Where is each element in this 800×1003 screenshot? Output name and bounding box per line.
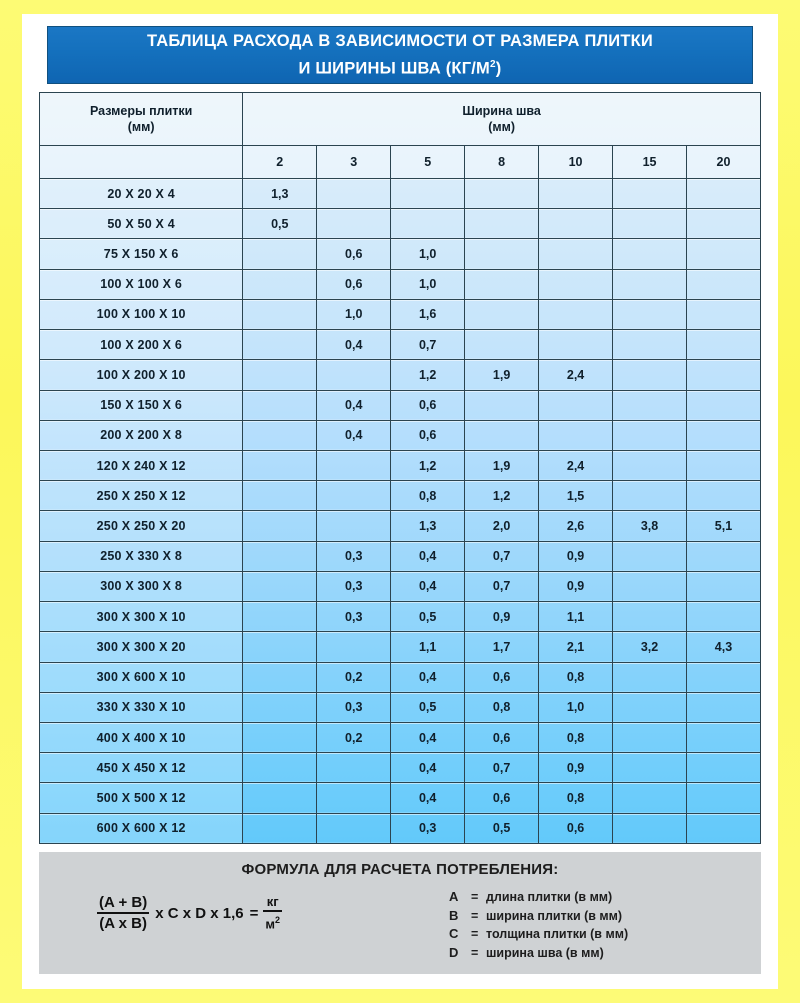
consumption-value-cell: 0,3 [317,602,391,632]
consumption-value-cell [243,330,317,360]
formula-legend-key: B [449,907,459,923]
header-joint-width-line1: Ширина шва [462,104,541,118]
table-row [40,390,761,420]
consumption-value-cell [243,753,317,783]
formula-legend-row [449,944,761,963]
tile-size-cell: 250 X 250 X 20 [40,511,243,541]
table-row [40,753,761,783]
title-line-1: ТАБЛИЦА РАСХОДА В ЗАВИСИМОСТИ ОТ РАЗМЕРА ПЛИТКИ [147,31,653,50]
consumption-value-cell: 0,5 [391,692,465,722]
consumption-value-cell: 0,4 [317,390,391,420]
consumption-value-cell [687,239,761,269]
consumption-value-cell: 0,6 [391,420,465,450]
consumption-value-cell: 0,6 [317,269,391,299]
table-row [40,209,761,239]
consumption-value-cell [687,481,761,511]
consumption-value-cell [465,179,539,209]
consumption-value-cell: 1,0 [539,692,613,722]
consumption-value-cell: 0,9 [539,541,613,571]
consumption-value-cell: 0,3 [317,541,391,571]
consumption-value-cell [243,420,317,450]
consumption-value-cell: 3,8 [613,511,687,541]
table-row [40,571,761,601]
tile-size-cell: 100 X 100 X 6 [40,269,243,299]
consumption-value-cell [687,813,761,843]
consumption-value-cell [243,299,317,329]
consumption-value-cell [465,269,539,299]
consumption-value-cell [243,360,317,390]
tile-size-cell: 150 X 150 X 6 [40,390,243,420]
consumption-value-cell [613,450,687,480]
formula-legend-equals: = [471,890,479,904]
table-row [40,511,761,541]
consumption-value-cell [613,360,687,390]
consumption-value-cell: 1,3 [243,179,317,209]
consumption-value-cell [317,783,391,813]
header-joint-width-8: 8 [465,146,539,179]
consumption-value-cell: 1,7 [465,632,539,662]
consumption-value-cell: 0,2 [317,722,391,752]
table-row [40,662,761,692]
consumption-value-cell [317,511,391,541]
consumption-value-cell [317,450,391,480]
consumption-value-cell: 0,6 [465,662,539,692]
table-row [40,239,761,269]
consumption-value-cell: 1,1 [539,602,613,632]
consumption-value-cell: 3,2 [613,632,687,662]
table-row [40,602,761,632]
consumption-value-cell [243,602,317,632]
consumption-value-cell: 0,9 [465,602,539,632]
title-line-2-text: И ШИРИНЫ ШВА (КГ/М [298,59,490,78]
consumption-value-cell: 0,8 [391,481,465,511]
consumption-value-cell [687,722,761,752]
page-title [47,26,753,84]
consumption-formula [39,894,439,932]
consumption-value-cell: 0,4 [317,330,391,360]
formula-result-denominator [263,910,282,931]
consumption-value-cell [613,269,687,299]
consumption-value-cell [613,722,687,752]
tile-size-cell: 100 X 100 X 10 [40,299,243,329]
header-joint-width-line2: (мм) [488,120,516,134]
formula-fraction [97,894,149,932]
table-row [40,360,761,390]
consumption-value-cell [613,179,687,209]
tile-size-cell: 250 X 330 X 8 [40,541,243,571]
table-body [40,179,761,844]
consumption-value-cell: 1,5 [539,481,613,511]
formula-panel [39,852,761,974]
consumption-value-cell [687,299,761,329]
consumption-value-cell [687,753,761,783]
consumption-value-cell: 2,4 [539,450,613,480]
formula-legend-text: толщина плитки (в мм) [486,927,629,941]
consumption-value-cell [687,360,761,390]
consumption-value-cell: 0,2 [317,662,391,692]
consumption-value-cell: 0,8 [539,783,613,813]
consumption-value-cell: 0,4 [391,571,465,601]
tile-size-cell: 300 X 300 X 10 [40,602,243,632]
formula-result-denominator-text: м [265,916,275,932]
consumption-value-cell: 0,6 [465,722,539,752]
table-header [40,93,761,179]
header-row-labels [40,93,761,146]
formula-legend-text: ширина плитки (в мм) [486,908,623,923]
table-row [40,481,761,511]
consumption-value-cell [243,632,317,662]
consumption-value-cell: 0,6 [539,813,613,843]
consumption-value-cell: 0,4 [391,722,465,752]
consumption-value-cell [613,239,687,269]
consumption-value-cell: 2,6 [539,511,613,541]
consumption-value-cell [391,209,465,239]
consumption-value-cell: 0,9 [539,753,613,783]
tile-size-cell: 330 X 330 X 10 [40,692,243,722]
consumption-table-container [39,92,761,844]
tile-size-cell: 300 X 300 X 8 [40,571,243,601]
consumption-value-cell [687,783,761,813]
consumption-value-cell: 1,6 [391,299,465,329]
formula-legend-row [449,925,761,944]
consumption-value-cell [317,481,391,511]
tile-size-cell: 300 X 600 X 10 [40,662,243,692]
consumption-value-cell [243,662,317,692]
table-row [40,632,761,662]
consumption-value-cell: 1,0 [317,299,391,329]
table-row [40,299,761,329]
consumption-value-cell: 0,7 [465,541,539,571]
consumption-value-cell [317,360,391,390]
consumption-value-cell [613,692,687,722]
consumption-value-cell [465,330,539,360]
header-tile-size [40,93,243,146]
consumption-value-cell: 1,9 [465,360,539,390]
consumption-value-cell: 0,8 [465,692,539,722]
consumption-value-cell [687,209,761,239]
consumption-value-cell [687,692,761,722]
consumption-value-cell: 1,1 [391,632,465,662]
consumption-value-cell [687,330,761,360]
table-row [40,330,761,360]
title-line-2 [299,53,502,81]
consumption-value-cell: 2,4 [539,360,613,390]
consumption-value-cell [465,239,539,269]
consumption-value-cell: 2,1 [539,632,613,662]
tile-size-cell: 100 X 200 X 6 [40,330,243,360]
consumption-value-cell [613,420,687,450]
consumption-value-cell: 0,3 [317,692,391,722]
consumption-value-cell: 1,3 [391,511,465,541]
consumption-value-cell [539,179,613,209]
tile-size-cell: 600 X 600 X 12 [40,813,243,843]
consumption-value-cell: 1,9 [465,450,539,480]
consumption-value-cell [539,299,613,329]
consumption-value-cell: 0,6 [317,239,391,269]
consumption-value-cell [391,179,465,209]
consumption-value-cell [613,390,687,420]
consumption-value-cell [243,783,317,813]
consumption-value-cell [687,602,761,632]
consumption-value-cell [539,330,613,360]
consumption-value-cell [243,813,317,843]
consumption-value-cell [687,390,761,420]
consumption-value-cell [317,209,391,239]
table-row [40,541,761,571]
tile-size-cell: 450 X 450 X 12 [40,753,243,783]
formula-legend [439,888,761,962]
consumption-value-cell: 0,4 [391,753,465,783]
consumption-value-cell: 0,9 [539,571,613,601]
consumption-value-cell: 0,7 [465,571,539,601]
formula-legend-equals: = [471,908,479,923]
consumption-value-cell: 1,0 [391,269,465,299]
consumption-value-cell: 0,5 [243,209,317,239]
header-tile-size-line1: Размеры плитки [89,104,193,118]
consumption-value-cell [613,571,687,601]
consumption-value-cell [613,783,687,813]
formula-denominator: (A x B) [97,912,149,932]
formula-legend-key: D [449,944,459,960]
table-row [40,450,761,480]
consumption-value-cell: 0,3 [391,813,465,843]
consumption-value-cell [465,299,539,329]
table-row [40,722,761,752]
consumption-value-cell [243,571,317,601]
formula-result-denominator-sup: 2 [274,915,280,926]
consumption-value-cell: 1,2 [391,360,465,390]
consumption-value-cell [539,269,613,299]
formula-legend-row [449,888,761,907]
header-joint-width-10: 10 [539,146,613,179]
consumption-value-cell [243,481,317,511]
formula-numerator: (A + B) [99,894,148,911]
header-joint-width-2: 2 [243,146,317,179]
formula-title: ФОРМУЛА ДЛЯ РАСЧЕТА ПОТРЕБЛЕНИЯ: [241,861,559,878]
formula-body [39,878,761,962]
consumption-value-cell: 0,8 [539,662,613,692]
consumption-value-cell: 0,4 [391,783,465,813]
consumption-value-cell [317,632,391,662]
formula-result-unit [263,894,282,931]
consumption-value-cell [613,209,687,239]
consumption-value-cell [613,813,687,843]
formula-legend-key: C [449,926,459,941]
consumption-value-cell [613,481,687,511]
consumption-value-cell [243,541,317,571]
consumption-value-cell: 0,3 [317,571,391,601]
consumption-value-cell [613,602,687,632]
consumption-value-cell [613,662,687,692]
consumption-value-cell [687,662,761,692]
consumption-value-cell: 2,0 [465,511,539,541]
consumption-value-cell [317,753,391,783]
consumption-value-cell [465,209,539,239]
consumption-value-cell [243,239,317,269]
table-row [40,813,761,843]
consumption-value-cell [687,450,761,480]
consumption-value-cell: 0,4 [317,420,391,450]
consumption-value-cell [539,390,613,420]
consumption-value-cell: 0,6 [391,390,465,420]
consumption-value-cell [243,511,317,541]
tile-size-cell: 500 X 500 X 12 [40,783,243,813]
consumption-value-cell: 0,6 [465,783,539,813]
consumption-value-cell: 0,4 [391,662,465,692]
consumption-value-cell [243,269,317,299]
formula-legend-text: ширина шва (в мм) [486,945,604,960]
header-joint-width-3: 3 [317,146,391,179]
consumption-value-cell [687,269,761,299]
consumption-value-cell: 5,1 [687,511,761,541]
tile-size-cell: 50 X 50 X 4 [40,209,243,239]
consumption-value-cell [687,541,761,571]
consumption-value-cell [243,722,317,752]
table-row [40,692,761,722]
formula-legend-row [449,907,761,926]
consumption-value-cell [539,420,613,450]
consumption-value-cell: 0,4 [391,541,465,571]
tile-size-cell: 120 X 240 X 12 [40,450,243,480]
consumption-value-cell [243,692,317,722]
consumption-value-cell [613,753,687,783]
consumption-value-cell [613,299,687,329]
consumption-value-cell: 1,2 [465,481,539,511]
consumption-value-cell [243,450,317,480]
formula-legend-equals: = [471,945,479,960]
consumption-value-cell [687,420,761,450]
header-blank-cell [40,146,243,179]
tile-size-cell: 200 X 200 X 8 [40,420,243,450]
consumption-value-cell: 0,8 [539,722,613,752]
consumption-value-cell: 1,2 [391,450,465,480]
consumption-value-cell [687,571,761,601]
consumption-value-cell [243,390,317,420]
consumption-value-cell: 0,7 [391,330,465,360]
consumption-value-cell [613,541,687,571]
consumption-value-cell: 1,0 [391,239,465,269]
consumption-value-cell [465,390,539,420]
formula-middle-term: x C x D x 1,6 [155,904,244,922]
tile-size-cell: 250 X 250 X 12 [40,481,243,511]
title-line-2-tail: ) [495,59,502,78]
header-row-joint-values [40,146,761,179]
formula-legend-key: A [449,889,459,904]
formula-legend-equals: = [471,927,479,941]
consumption-value-cell [613,330,687,360]
table-row [40,420,761,450]
consumption-value-cell [687,179,761,209]
consumption-table [39,92,761,844]
formula-result-numerator: кг [266,894,279,910]
header-tile-size-line2: (мм) [127,120,155,134]
consumption-value-cell [539,209,613,239]
header-joint-width-15: 15 [613,146,687,179]
consumption-value-cell: 0,5 [391,602,465,632]
title-superscript: 2 [489,58,496,70]
consumption-value-cell: 4,3 [687,632,761,662]
table-row [40,179,761,209]
header-joint-width-5: 5 [391,146,465,179]
formula-equals-sign: = [249,904,259,922]
consumption-value-cell [539,239,613,269]
consumption-value-cell [317,813,391,843]
header-joint-width [243,93,761,146]
table-row [40,269,761,299]
consumption-value-cell [465,420,539,450]
consumption-value-cell: 0,7 [465,753,539,783]
tile-size-cell: 75 X 150 X 6 [40,239,243,269]
poster-page [22,14,778,989]
tile-size-cell: 300 X 300 X 20 [40,632,243,662]
consumption-value-cell: 0,5 [465,813,539,843]
tile-size-cell: 20 X 20 X 4 [40,179,243,209]
tile-size-cell: 400 X 400 X 10 [40,722,243,752]
formula-legend-text: длина плитки (в мм) [486,890,613,904]
header-joint-width-20: 20 [687,146,761,179]
table-row [40,783,761,813]
tile-size-cell: 100 X 200 X 10 [40,360,243,390]
consumption-value-cell [317,179,391,209]
